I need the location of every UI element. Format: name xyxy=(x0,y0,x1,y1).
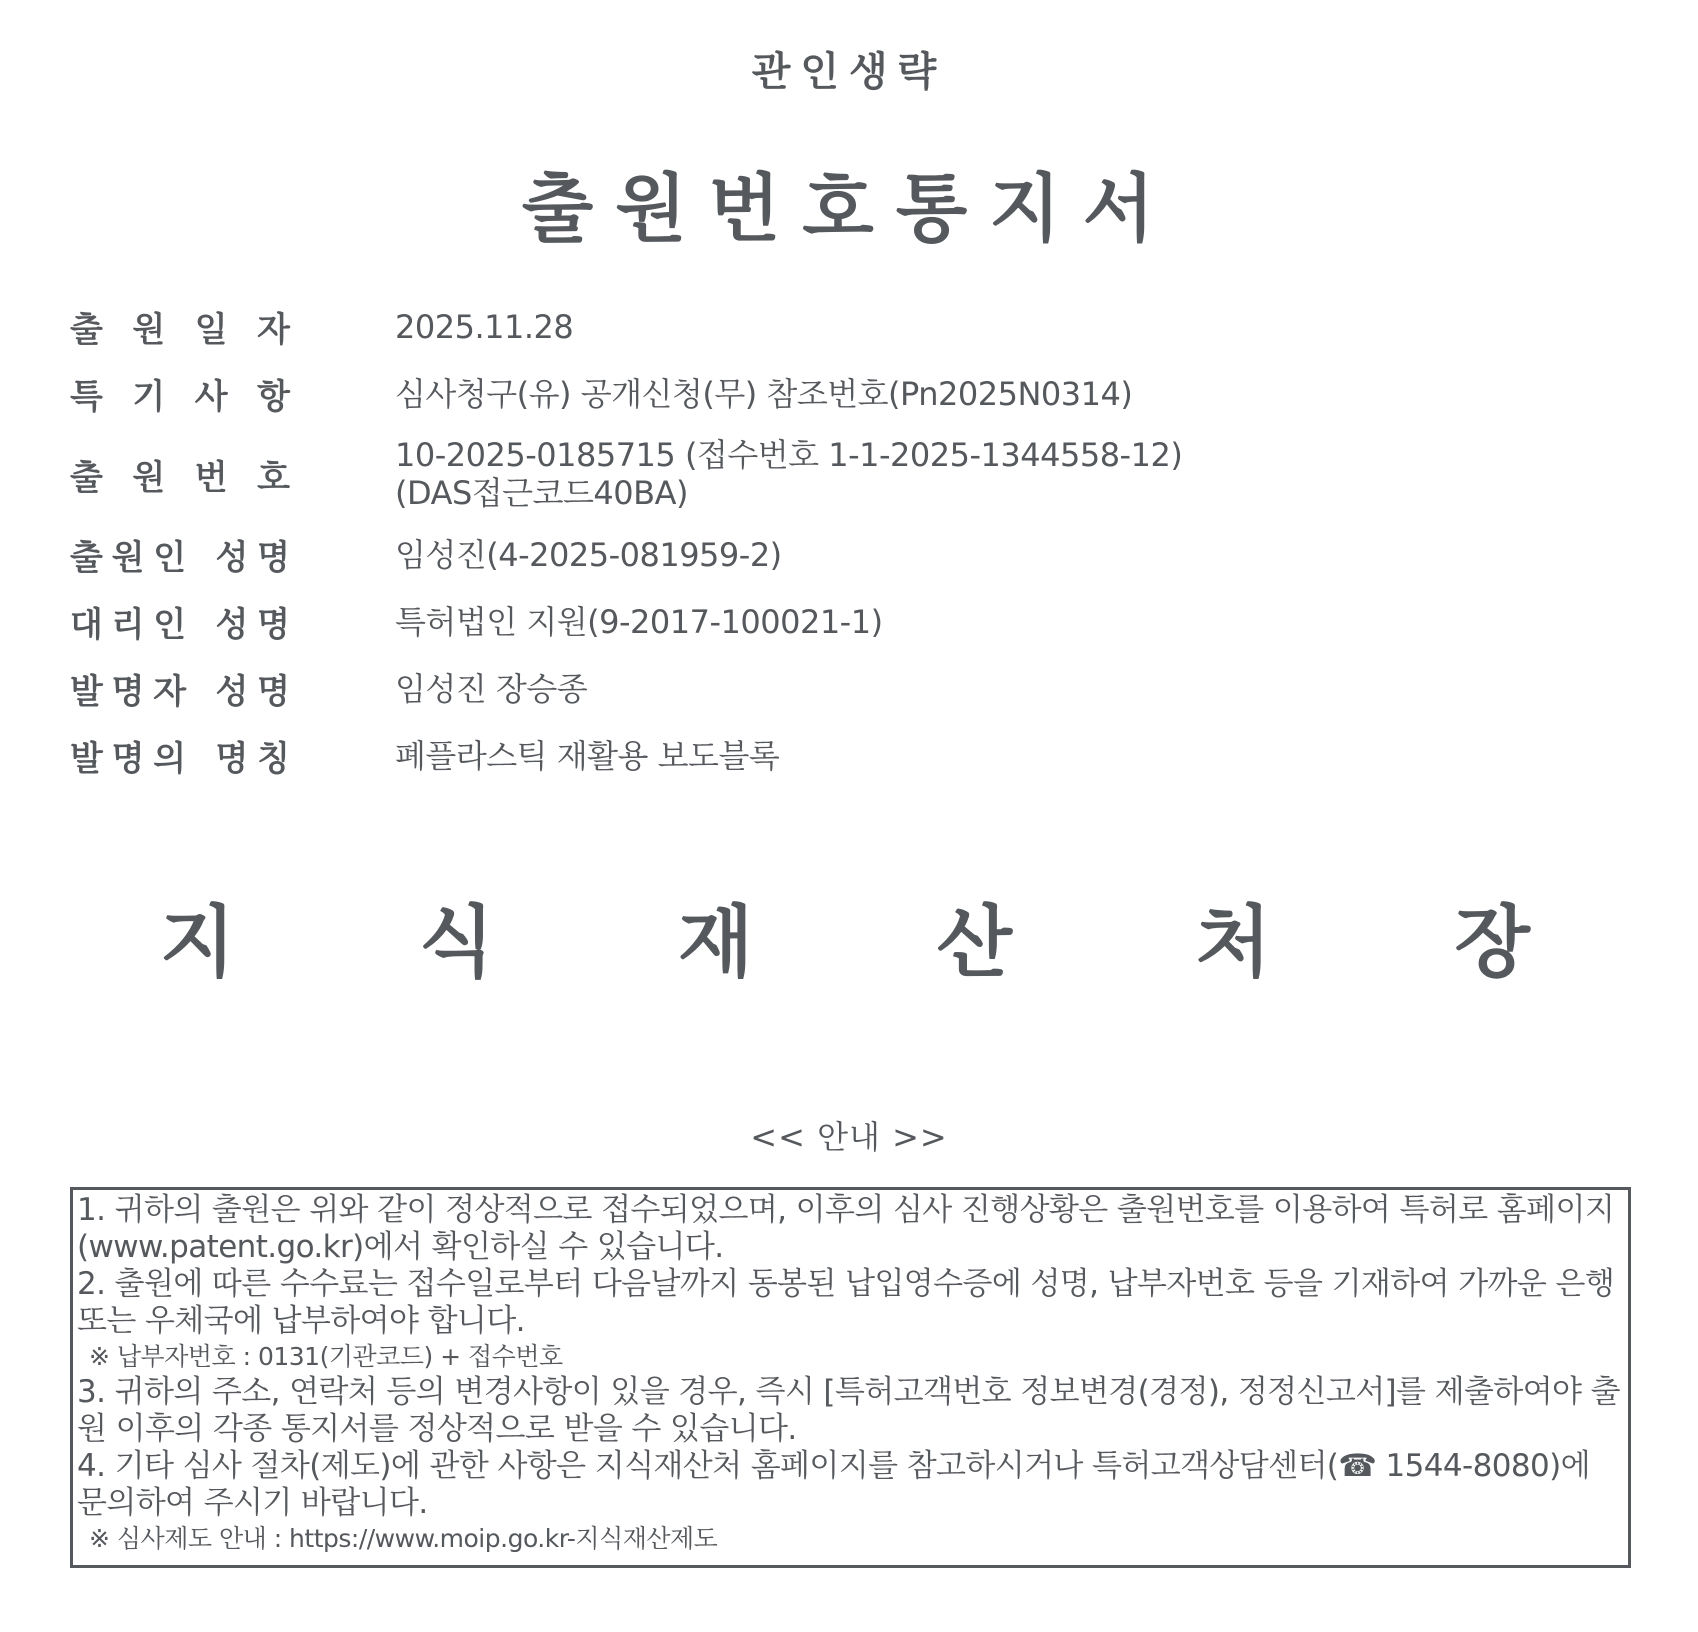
application-date-value: 2025.11.28 xyxy=(395,307,574,346)
field-label: 대 리 인 성 명 xyxy=(70,605,290,645)
notice-item-2: 2. 출원에 따른 수수료는 접수일로부터 다음날까지 동봉된 납입영수증에 성명, 납부자번호 등을 기재하여 가까운 은행 또는 우체국에 납부하여야 합니다. xyxy=(77,1266,1615,1339)
field-row-application-number xyxy=(70,436,1630,512)
application-fields xyxy=(70,302,1630,798)
notice-item-3: 3. 귀하의 주소, 연락처 등의 변경사항이 있을 경우, 즉시 [특허고객번호 정보변경(경정), 정정신고서]를 제출하여야 출원 이후의 각종 통지서를 정상적으로 받을 수 있습니다. xyxy=(77,1374,1620,1447)
notice-box xyxy=(70,1187,1631,1568)
field-label: 발 명 의 명 칭 xyxy=(70,739,290,779)
inventor-name-value: 임성진 장승종 xyxy=(395,669,588,708)
document-title: 출원번호통지서 xyxy=(521,166,1177,252)
application-number-value xyxy=(395,436,1182,512)
field-row-special-notes xyxy=(70,369,1630,418)
field-row-application-date xyxy=(70,302,1630,351)
field-row-invention-title xyxy=(70,731,1630,780)
field-label: 출 원 일 자 xyxy=(70,310,290,350)
field-label: 출 원 번 호 xyxy=(70,457,290,498)
notice-note-exam-system: ※ 심사제도 안내 : https://www.moip.go.kr-지식재산제도 xyxy=(89,1524,718,1553)
notice-note-payer-number: ※ 납부자번호 : 0131(기관코드) + 접수번호 xyxy=(89,1342,563,1371)
agency-char: 지 xyxy=(160,898,236,988)
agency-char: 장 xyxy=(1454,898,1530,988)
field-label: 발 명 자 성 명 xyxy=(70,672,290,712)
guide-heading: << 안내 >> xyxy=(750,1118,948,1156)
field-label: 출 원 인 성 명 xyxy=(70,538,290,578)
agency-char: 산 xyxy=(936,898,1013,988)
field-row-agent-name xyxy=(70,597,1630,646)
applicant-name-value: 임성진(4-2025-081959-2) xyxy=(395,535,782,574)
invention-title-value: 폐플라스틱 재활용 보도블록 xyxy=(395,736,780,775)
agency-char: 식 xyxy=(418,898,495,988)
application-number-line: 10-2025-0185715 (접수번호 1-1-2025-1344558-12) xyxy=(395,436,1183,474)
notice-item-4: 4. 기타 심사 절차(제도)에 관한 사항은 지식재산처 홈페이지를 참고하시거나 특허고객상담센터(☎ 1544-8080)에 문의하여 주시기 바랍니다. xyxy=(77,1448,1590,1521)
field-label: 특 기 사 항 xyxy=(70,377,290,417)
issuing-authority xyxy=(160,880,1530,992)
agency-char: 처 xyxy=(1195,898,1272,988)
agency-char: 재 xyxy=(677,898,754,988)
agent-name-value: 특허법인 지원(9-2017-100021-1) xyxy=(395,602,883,641)
field-row-inventor-name xyxy=(70,664,1630,713)
notice-item-1: 1. 귀하의 출원은 위와 같이 정상적으로 접수되었으며, 이후의 심사 진행상황은 출원번호를 이용하여 특허로 홈페이지(www.patent.go.kr)에서 확인하실 수 있습니다. xyxy=(77,1192,1615,1265)
seal-omitted-text: 관인생략 xyxy=(751,49,947,95)
field-row-applicant-name xyxy=(70,530,1630,579)
special-notes-value: 심사청구(유) 공개신청(무) 참조번호(Pn2025N0314) xyxy=(395,374,1133,413)
das-access-code: (DAS접근코드40BA) xyxy=(395,474,688,512)
